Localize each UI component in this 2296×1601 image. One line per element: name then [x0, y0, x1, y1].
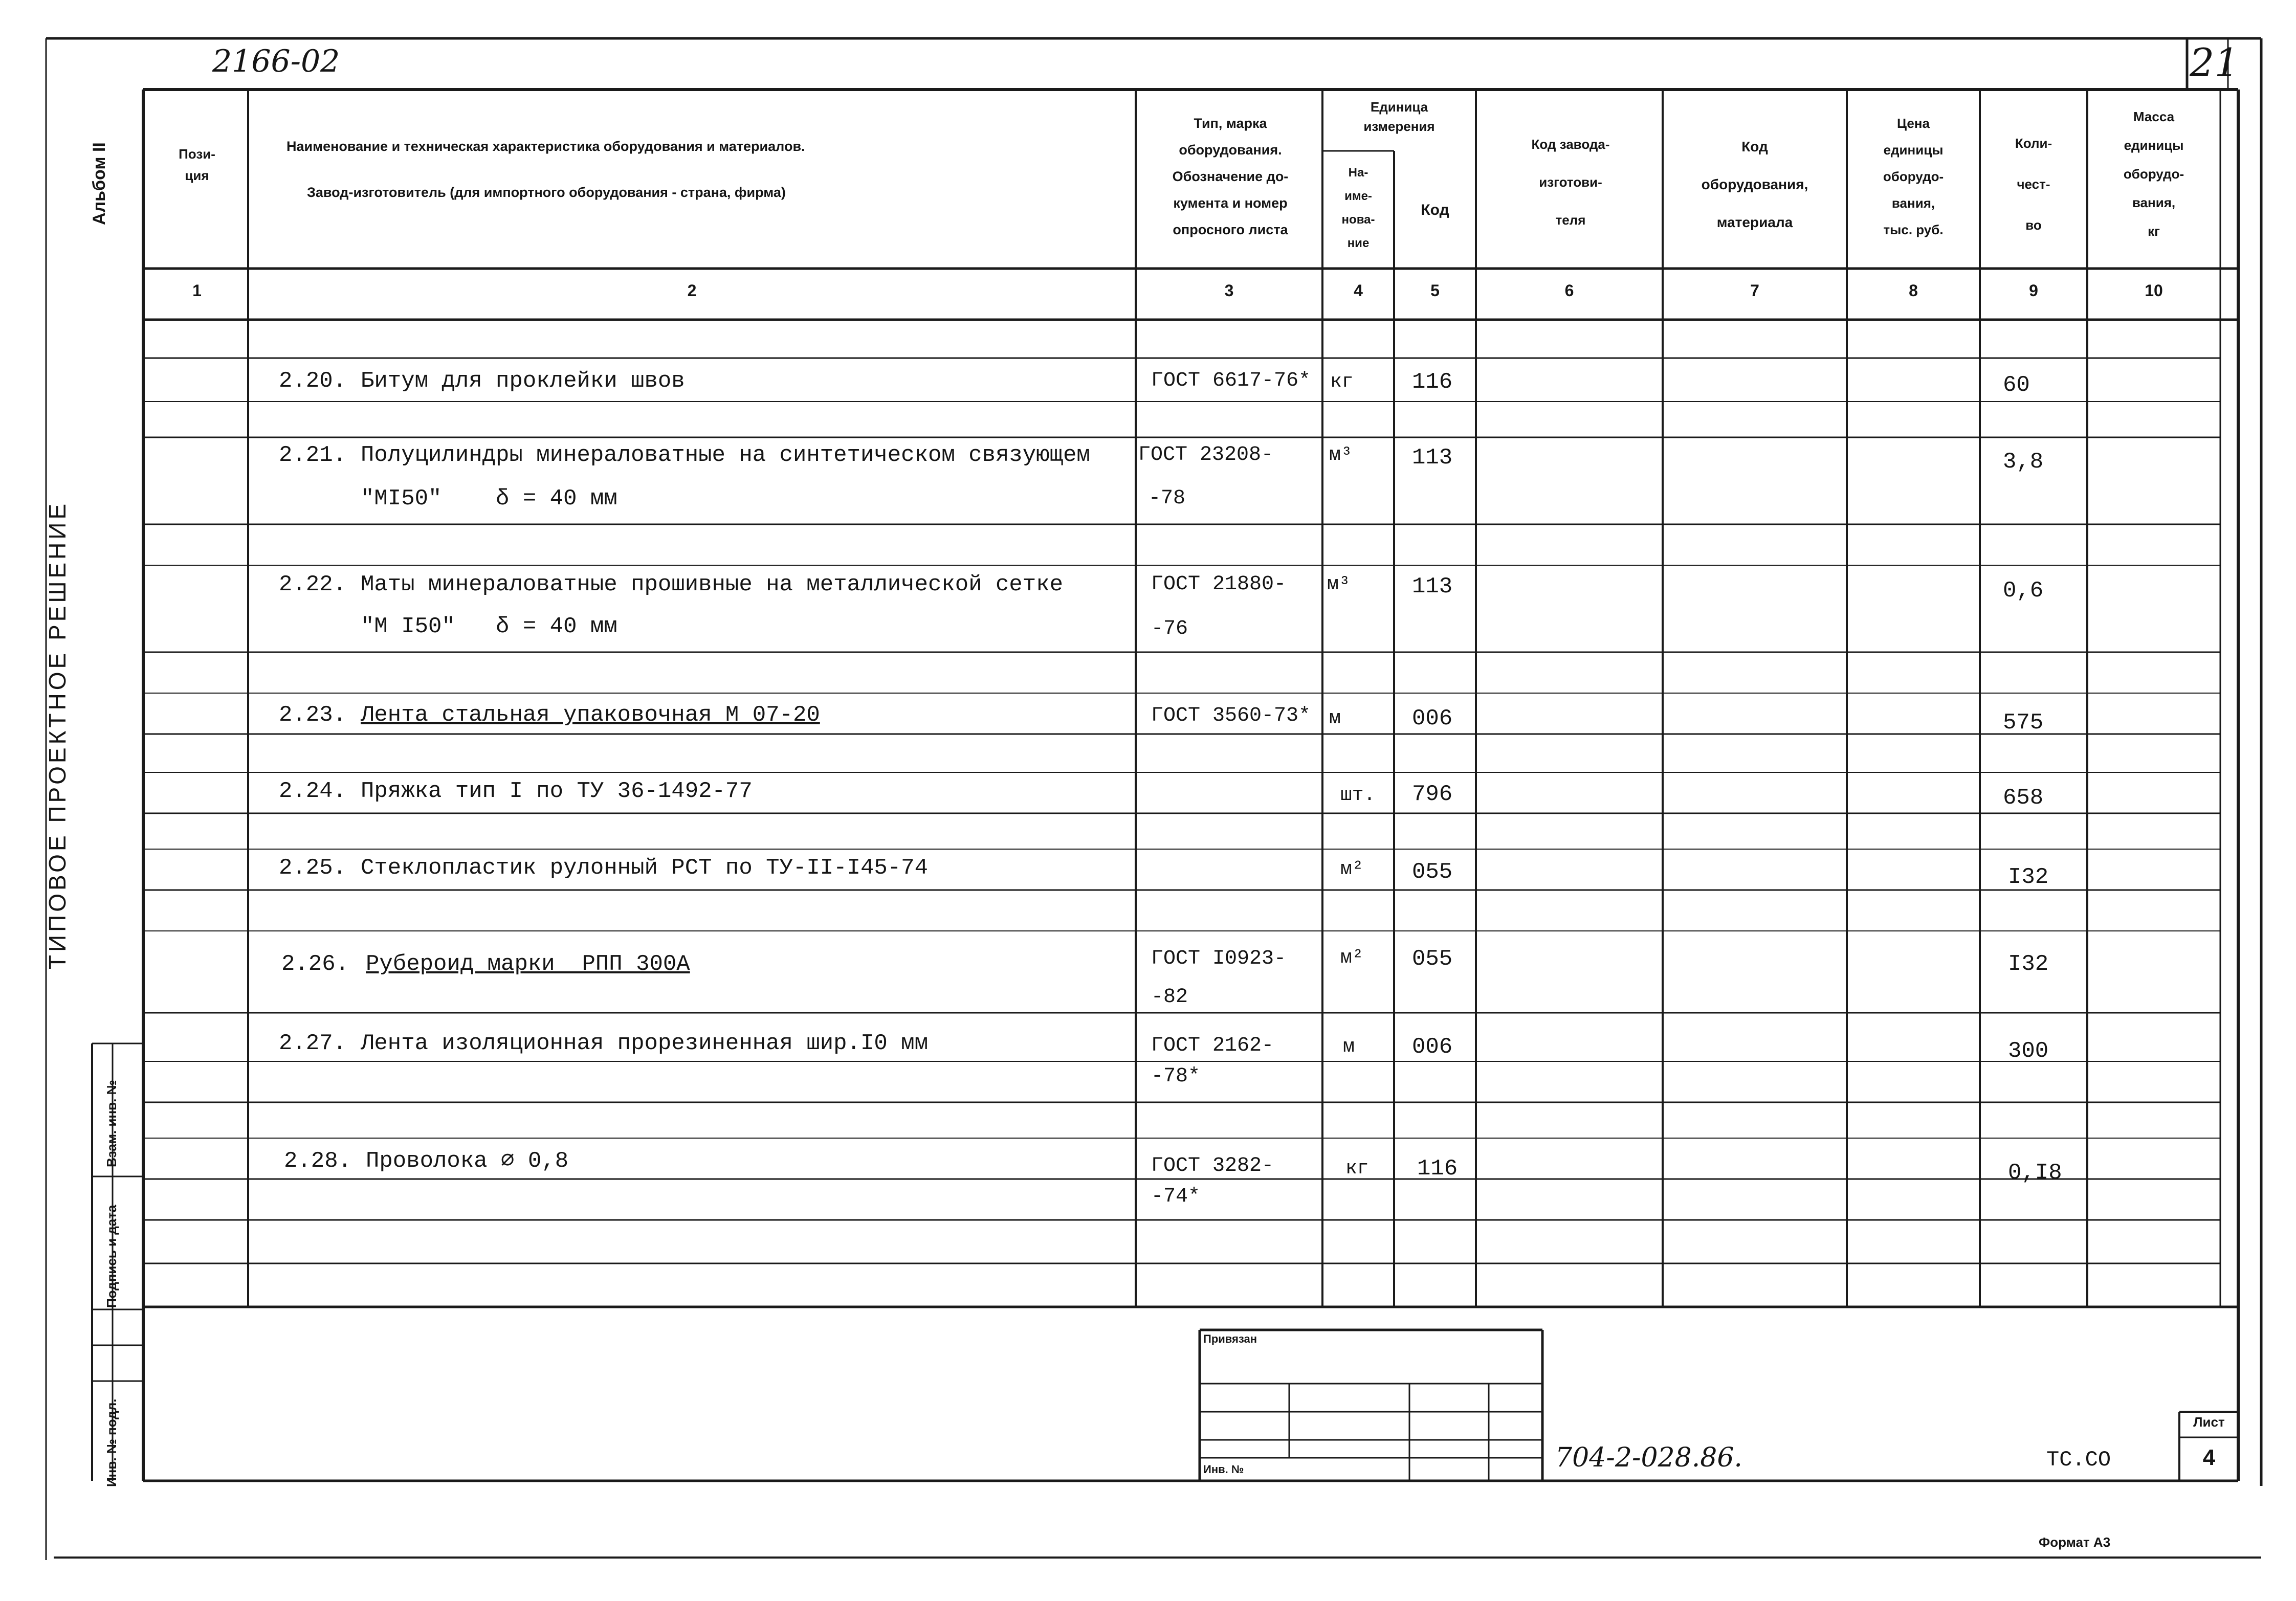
header-name-line2: Завод-изготовитель (для импортного оборудования - страна, фирма) [307, 185, 786, 200]
row-position: 2.22. [279, 572, 347, 597]
row-name: Проволока ∅ 0,8 [366, 1148, 569, 1174]
header-position: Пози- ция [179, 146, 215, 183]
row-doc: ГОСТ 3560-73* [1151, 704, 1311, 727]
row-name: Рубероид марки РПП 300А [366, 951, 690, 977]
row-unit: м [1329, 707, 1341, 729]
header-mass: Масса единицы оборудо- вания, кг [2123, 109, 2184, 239]
format-label: Формат А3 [2039, 1535, 2111, 1550]
row-name: Лента изоляционная прорезиненная шир.I0 мм [361, 1031, 928, 1056]
row-name: Пряжка тип I по ТУ 36-1492-77 [361, 779, 753, 804]
row-code: 116 [1412, 369, 1453, 395]
header-price: Цена единицы оборудо- вания, тыс. руб. [1883, 116, 1944, 237]
row-name: Маты минераловатные прошивные на металлической сетке [361, 572, 1064, 597]
row-name: Стеклопластик рулонный РСТ по ТУ-II-I45-74 [361, 855, 928, 881]
row-position: 2.23. [279, 702, 347, 728]
row-name-2: "М I50" δ = 40 мм [361, 614, 617, 639]
sheet-value: 4 [2202, 1445, 2216, 1470]
row-quantity: I32 [2008, 864, 2049, 890]
row-quantity: 575 [2003, 710, 2044, 736]
stamp-inv-orig: Инв. № подл. [104, 1398, 119, 1487]
header-type-doc: Тип, марка оборудования. Обозначение до- кумента и номер опросного листа [1172, 116, 1289, 237]
row-code: 796 [1412, 782, 1453, 807]
row-code: 006 [1412, 1034, 1453, 1060]
row-position: 2.28. [284, 1148, 352, 1174]
col-number-9: 9 [2029, 281, 2038, 300]
row-name-2: "MI50" δ = 40 мм [361, 486, 617, 512]
row-unit: м³ [1327, 573, 1351, 595]
row-quantity: 0,6 [2003, 578, 2044, 604]
project-code: 704-2-028.86. [1555, 1442, 1742, 1473]
row-doc: ГОСТ I0923- [1151, 947, 1287, 970]
row-quantity: 60 [2003, 372, 2030, 398]
document-mark: ТС.СО [2046, 1448, 2111, 1472]
handwritten-doc-code: 2166-02 [212, 43, 340, 79]
row-code: 113 [1412, 574, 1453, 599]
row-code: 116 [1417, 1156, 1458, 1182]
header-name-line1: Наименование и техническая характеристика оборудования и материалов. [286, 139, 805, 154]
col-number-1: 1 [192, 281, 202, 300]
row-unit: м³ [1329, 444, 1353, 466]
col-number-6: 6 [1564, 281, 1574, 300]
row-quantity: I32 [2008, 951, 2049, 977]
row-unit: кг [1330, 371, 1354, 393]
col-number-2: 2 [687, 281, 697, 300]
stamp-sign-date: Подпись и дата [104, 1205, 119, 1308]
header-maker-code: Код заводa- изготови- теля [1531, 137, 1610, 228]
header-unit-code: Код [1421, 202, 1449, 218]
header-unit: Единица измерения [1363, 99, 1435, 134]
col-number-10: 10 [2145, 281, 2163, 300]
row-doc: ГОСТ 21880- [1151, 573, 1287, 596]
row-doc-2: -76 [1151, 617, 1188, 640]
row-doc: ГОСТ 2162- [1151, 1034, 1274, 1057]
row-position: 2.27. [279, 1031, 347, 1056]
row-doc: ГОСТ 6617-76* [1151, 369, 1311, 392]
title-block-privyazan: Привязан [1203, 1332, 1257, 1345]
album-label: Альбом II [90, 142, 109, 225]
row-unit: шт. [1340, 784, 1376, 806]
col-number-3: 3 [1224, 281, 1234, 300]
row-doc: ГОСТ 3282- [1151, 1154, 1274, 1177]
row-unit: кг [1345, 1158, 1369, 1180]
row-unit: м² [1340, 947, 1364, 969]
handwritten-sheet-number: 21 [2190, 40, 2239, 85]
col-number-7: 7 [1750, 281, 1759, 300]
row-code: 055 [1412, 946, 1453, 972]
row-position: 2.24. [279, 779, 347, 804]
row-doc: ГОСТ 23208- [1138, 443, 1274, 466]
title-block-inv-no: Инв. № [1203, 1463, 1244, 1476]
stamp-vzam-inv: Взам. инв. № [104, 1080, 119, 1167]
col-number-4: 4 [1354, 281, 1363, 300]
header-material-code: Код оборудования, материала [1701, 139, 1808, 230]
row-quantity: 0,I8 [2008, 1160, 2062, 1186]
col-number-5: 5 [1430, 281, 1440, 300]
row-position: 2.21. [279, 442, 347, 468]
row-unit: м [1343, 1036, 1355, 1058]
row-unit: м² [1340, 858, 1364, 880]
row-doc-2: -78 [1149, 487, 1186, 510]
col-number-8: 8 [1909, 281, 1918, 300]
row-quantity: 3,8 [2003, 449, 2044, 475]
row-code: 113 [1412, 445, 1453, 471]
row-name: Битум для проклейки швов [361, 368, 685, 394]
sheet-label: Лист [2193, 1414, 2225, 1430]
row-position: 2.20. [279, 368, 347, 394]
header-unit-name: На- име- нова- ние [1341, 166, 1375, 250]
row-doc-2: -74* [1151, 1185, 1201, 1208]
header-quantity: Коли- чест- во [2015, 136, 2052, 233]
row-name: Полуцилиндры минераловатные на синтетическом связующем [361, 442, 1090, 468]
row-code: 055 [1412, 859, 1453, 885]
row-position: 2.26. [281, 951, 349, 977]
row-quantity: 658 [2003, 785, 2044, 811]
series-label: ТИПОВОЕ ПРОЕКТНОЕ РЕШЕНИЕ [44, 500, 71, 969]
row-doc-2: -78* [1151, 1065, 1201, 1088]
row-code: 006 [1412, 706, 1453, 731]
row-name: Лента стальная упаковочная М 07-20 [361, 702, 820, 728]
row-position: 2.25. [279, 855, 347, 881]
row-doc-2: -82 [1151, 986, 1188, 1009]
row-quantity: 300 [2008, 1038, 2049, 1064]
